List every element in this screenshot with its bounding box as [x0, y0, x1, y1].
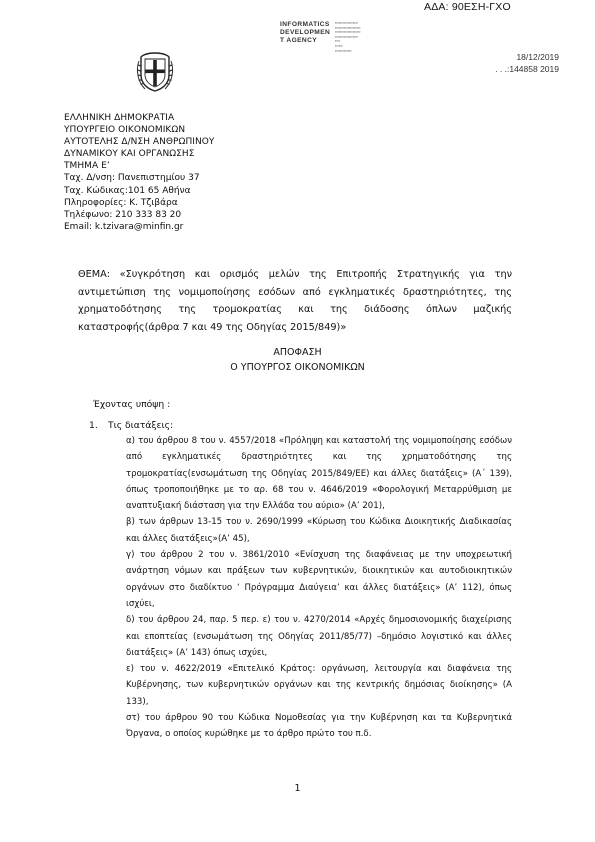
- subject: ΘΕΜΑ: «Συγκρότηση και ορισμός μελών της Επιτροπής Στρατηγικής για την αντιμετώπιση της νομιμοποίησης εσόδων από εγκληματικές δραστηριότητες, της χρηματοδότησης της τρομοκρατίας και της διάδοσης όπλων μαζικής καταστροφής(άρθρα 7 και 49 της Οδηγίας 2015/849)»: [78, 269, 512, 333]
- decision-subtitle: Ο ΥΠΟΥΡΓΟΣ ΟΙΚΟΝΟΜΙΚΩΝ: [230, 362, 365, 373]
- provision-paragraph: ε) του ν. 4622/2019 «Επιτελικό Κράτος: οργάνωση, λειτουργία και διαφάνεια της Κυβέρνησης, των κυβερνητικών οργάνων και της κεντρικής δημόσιας διοίκησης» (Α 133),: [126, 664, 512, 707]
- sender-line: Ταχ. Δ/νση: Πανεπιστημίου 37: [64, 173, 200, 184]
- agency-logo: [280, 21, 330, 45]
- provision-paragraph: β) των άρθρων 13-15 του ν. 2690/1999 «Κύρωση του Κώδικα Διοικητικής Διαδικασίας και άλλες διατάξεις»(Α’ 45),: [126, 517, 512, 544]
- sender-line: ΤΜΗΜΑ Ε’: [64, 161, 110, 172]
- provision-paragraph: γ) του άρθρου 2 του ν. 3861/2010 «Ενίσχυση της διαφάνειας με την υποχρεωτική ανάρτηση νόμων και πράξεων των κυβερνητικών, διοικητικών και αυτοδιοικητικών οργάνων στο διαδίκτυο ‘ Πρόγραμμα Διαύγεια’ και άλλες διατάξεις» (Α’ 112), όπως ισχύει,: [126, 550, 512, 609]
- agency-logo-line: DEVELOPMEN: [280, 29, 331, 36]
- having-in-view: Έχοντας υπόψη :: [93, 399, 171, 410]
- sender-line: ΕΛΛΗΝΙΚΗ ΔΗΜΟΚΡΑΤΙΑ: [64, 113, 175, 123]
- document-date: 18/12/2019: [516, 52, 559, 62]
- sender-line: Πληροφορίες: Κ. Τζιβάρα: [64, 197, 178, 208]
- protocol-number: . . .:144858 2019: [495, 64, 559, 74]
- provision-paragraph: α) του άρθρου 8 του ν. 4557/2018 «Πρόληψη και καταστολή της νομιμοποίησης εσόδων από εγκληματικές δραστηριότητες και της χρηματοδότησης της τρομοκρατίας(ενσωμάτωση της Οδηγίας 2015/849/ΕΕ) και άλλες διατάξεις» (Α΄ 139), όπως τροποποιήθηκε με το αρ. 68 του ν. 4646/2019 «Φορολογική Μεταρρύθμιση με αναπτυξιακή διάσταση για την Ελλάδα του αύριο» (Α’ 201),: [126, 436, 512, 512]
- coat-of-arms-icon: [135, 51, 175, 93]
- agency-logo-line: INFORMATICS: [280, 21, 330, 28]
- provisions-list: [126, 433, 512, 743]
- agency-logo-line: T AGENCY: [280, 37, 318, 44]
- provision-paragraph: στ) του άρθρου 90 του Κώδικα Νομοθεσίας για την Κυβέρνηση και τα Κυβερνητικά Όργανα, ο οποίος κυρώθηκε με το άρθρο πρώτο του π.δ.: [126, 713, 512, 740]
- item-number: 1.: [89, 420, 98, 431]
- digital-signature-stamp: ▪▪▪▪▪▪▪▪▪▪▪▪▪▪▪▪▪▪ ▪▪▪▪▪▪▪▪▪▪▪▪▪▪▪▪▪▪▪▪ ▪▪▪▪▪▪▪▪▪▪▪▪▪▪▪▪▪▪▪▪ ▪▪▪▪▪▪▪▪▪▪▪▪▪▪▪▪▪▪ ▪▪▪▪ ▪▪▪▪▪▪ ▪▪▪▪▪▪▪▪▪▪▪▪▪: [335, 21, 361, 53]
- item-lead: Τις διατάξεις:: [108, 420, 174, 431]
- provision-paragraph: δ) του άρθρου 24, παρ. 5 περ. ε) του ν. 4270/2014 «Αρχές δημοσιονομικής διαχείρισης και εποπτείας (ενσωμάτωση της Οδηγίας 2011/85/77) –δημόσιο λογιστικό και άλλες διατάξεις» (Α’ 143) όπως ισχύει,: [126, 615, 512, 658]
- sender-line: Ταχ. Κώδικας:101 65 Αθήνα: [64, 185, 191, 196]
- sender-line: ΔΥΝΑΜΙΚΟΥ ΚΑΙ ΟΡΓΑΝΩΣΗΣ: [64, 149, 195, 160]
- sender-line: ΥΠΟΥΡΓΕΙΟ ΟΙΚΟΝΟΜΙΚΩΝ: [64, 125, 186, 136]
- sender-line: ΑΥΤΟΤΕΛΗΣ Δ/ΝΣΗ ΑΝΘΡΩΠΙΝΟΥ: [64, 137, 215, 148]
- sender-block: [64, 112, 214, 233]
- decision-title: ΑΠΟΦΑΣΗ: [273, 347, 322, 358]
- sender-line: Τηλέφωνο: 210 333 83 20: [64, 209, 182, 220]
- ada-code: ΑΔΑ: 90ΕΣΗ-ΓΧΟ: [424, 1, 511, 13]
- page-number: 1: [294, 783, 301, 794]
- sender-email: Email: k.tzivara@minfin.gr: [64, 221, 184, 232]
